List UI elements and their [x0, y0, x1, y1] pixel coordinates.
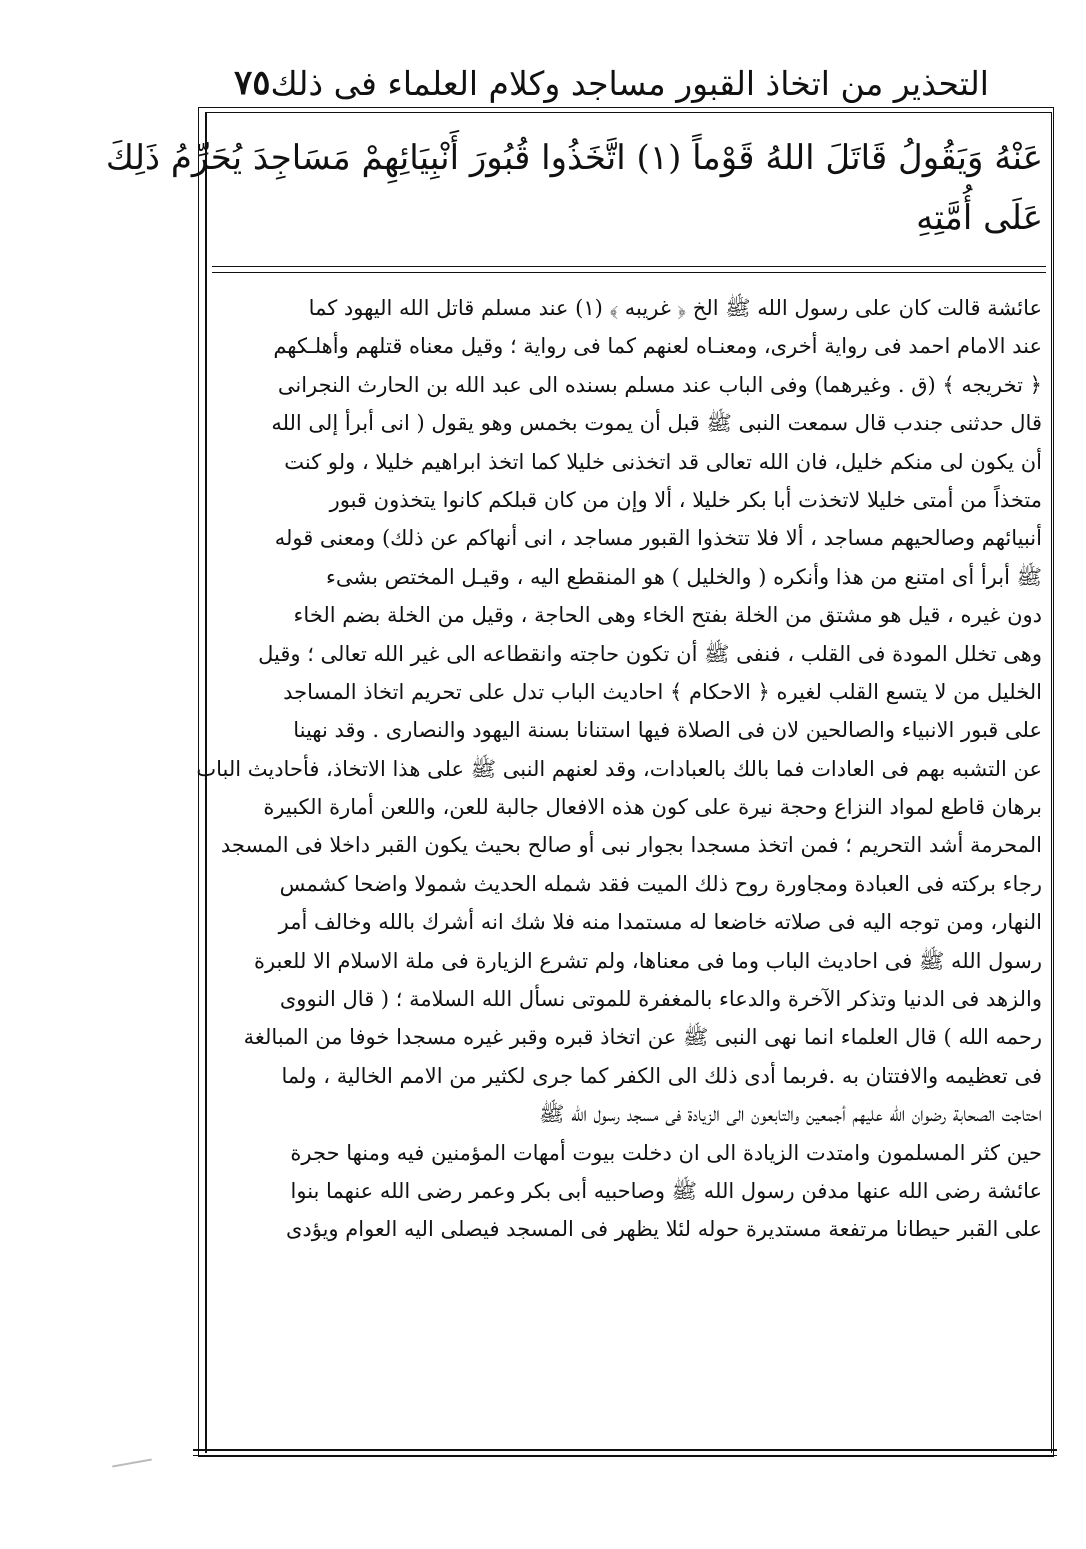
- commentary-line: عند الامام احمد فى رواية أخرى، ومعنـاه لعنهم كما فى رواية ؛ وقيل معناه قتلهم وأهلـكهم: [273, 334, 1042, 359]
- hadith-line: عَنْهُ وَيَقُولُ قَاتَلَ اللهُ قَوْماً (١) اتَّخَذُوا قُبُورَ أَنْبِيَائِهِمْ مَسَاجِدَ يُحَرِّمُ ذَلِكَ: [105, 138, 1043, 178]
- commentary-line: متخذاً من أمتى خليلا لاتخذت أبا بكر خليلا ، ألا وإن من كان قبلكم كانوا يتخذون قبور: [329, 487, 1042, 512]
- commentary-line: المحرمة أشد التحريم ؛ فمن اتخذ مسجدا بجوار نبى أو صالح بحيث يكون القبر داخلا فى المسجد: [220, 833, 1042, 858]
- scan-mark: [112, 1459, 152, 1468]
- commentary-line: والزهد فى الدنيا وتذكر الآخرة والدعاء بالمغفرة للموتى نسأل الله السلامة ؛ ( قال النووى: [279, 987, 1042, 1012]
- commentary-line: رحمه الله ) قال العلماء انما نهى النبى ﷺ عن اتخاذ قبره وقبر غيره مسجدا خوفا من المبالغة: [243, 1025, 1042, 1050]
- running-header: [228, 58, 989, 108]
- commentary-line: ﴿ تخريجه ﴾ (ق . وغيرهما) وفى الباب عند مسلم بسنده الى عبد الله بن الحارث النجرانى: [277, 372, 1042, 397]
- commentary-line: وهى تخلل المودة فى القلب ، فنفى ﷺ أن تكون حاجته وانقطاعه الى غير الله تعالى ؛ وقيل: [258, 641, 1042, 666]
- commentary-line: برهان قاطع لمواد النزاع وحجة نيرة على كون هذه الافعال جالبة للعن، واللعن أمارة الكبيرة: [263, 795, 1042, 820]
- commentary-line: الخليل من لا يتسع القلب لغيره ﴿ الاحكام ﴾ احاديث الباب تدل على تحريم اتخاذ المساجد: [283, 679, 1042, 704]
- page-number: ٧٥: [234, 63, 271, 103]
- commentary-line: عائشة قالت كان على رسول الله ﷺ الخ ﴿ غريبه ﴾ (١) عند مسلم قاتل الله اليهود كما: [308, 296, 1042, 320]
- bottom-rule: [193, 1449, 1057, 1451]
- commentary-line: عن التشبه بهم فى العادات فما بالك بالعبادات، وقد لعنهم النبى ﷺ على هذا الاتخاذ، فأحاديث الباب: [196, 756, 1042, 781]
- commentary-line: حين كثر المسلمون وامتدت الزيادة الى ان دخلت بيوت أمهات المؤمنين فيه ومنها حجرة: [290, 1140, 1042, 1165]
- commentary-line: عائشة رضى الله عنها مدفن رسول الله ﷺ وصاحبيه أبى بكر وعمر رضى الله عنهما بنوا: [290, 1178, 1042, 1203]
- section-divider: [212, 272, 1046, 273]
- commentary-line: دون غيره ، قيل هو مشتق من الخلة بفتح الخاء وهى الحاجة ، وقيل من الخلة بضم الخاء: [293, 603, 1042, 628]
- commentary-line: على قبور الانبياء والصالحين لان فى الصلاة فيها استنانا بسنة اليهود والنصارى . وقد نهينا: [293, 718, 1042, 743]
- section-divider: [212, 266, 1046, 267]
- commentary-line: على القبر حيطانا مرتفعة مستديرة حوله لئلا يظهر فى المسجد فيصلى اليه العوام ويؤدى: [285, 1217, 1042, 1242]
- commentary-line: النهار، ومن توجه اليه فى صلاته خاضعا له مستمدا منه فلا شك انه أشرك بالله وخالف أمر: [278, 910, 1042, 935]
- commentary-line: ﷺ أبرأ أى امتنع من هذا وأنكره ( والخليل ) هو المنقطع اليه ، وقيـل المختص بشىء: [326, 564, 1042, 589]
- commentary-line: احتاجت الصحابة رضوان الله عليهم أجمعين والتابعون الى الزيادة فى مسجد رسول الله ﷺ: [539, 1102, 1042, 1127]
- bottom-rule: [193, 1455, 1057, 1456]
- hadith-line: عَلَى أُمَّتِهِ: [916, 198, 1043, 238]
- commentary-line: أنبيائهم وصالحيهم مساجد ، ألا فلا تتخذوا القبور مساجد ، انى أنهاكم عن ذلك) ومعنى قوله: [274, 526, 1042, 551]
- commentary-line: فى تعظيمه والافتتان به .فربما أدى ذلك الى الكفر كما جرى لكثير من الامم الخالية ، ولما: [281, 1063, 1042, 1088]
- hadith-text: [105, 128, 1043, 246]
- commentary-text: [196, 289, 1042, 1439]
- commentary-line: رسول الله ﷺ فى احاديث الباب وما فى معناها، ولم تشرع الزيارة فى ملة الاسلام الا للعبرة: [253, 948, 1042, 973]
- header-title: التحذير من اتخاذ القبور مساجد وكلام العلماء فى ذلك: [270, 63, 989, 103]
- commentary-line: رجاء بركته فى العبادة ومجاورة روح ذلك الميت فقد شمله الحديث شمولا واضحا كشمس: [279, 871, 1042, 896]
- commentary-line: قال حدثنى جندب قال سمعت النبى ﷺ قبل أن يموت بخمس وهو يقول ( انى أبرأ إلى الله: [271, 411, 1042, 436]
- commentary-line: أن يكون لى منكم خليل، فان الله تعالى قد اتخذنى خليلا كما اتخذ ابراهيم خليلا ، ولو كنت: [284, 449, 1042, 474]
